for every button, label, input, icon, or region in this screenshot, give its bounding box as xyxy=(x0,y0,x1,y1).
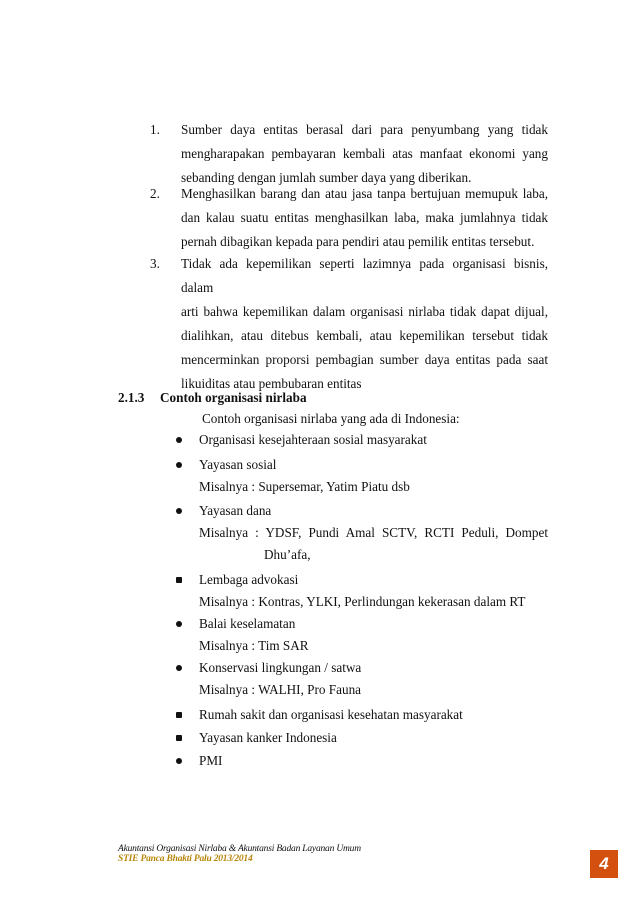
list-line: Menghasilkan barang dan atau jasa tanpa bertujuan memupuk laba, xyxy=(181,186,548,201)
bullet-example: Misalnya : Tim SAR xyxy=(199,638,309,653)
bullet-label: Balai keselamatan xyxy=(199,616,296,631)
section-title: Contoh organisasi nirlaba xyxy=(160,390,307,405)
list-line: mencerminkan proporsi pembagian sumber daya entitas pada saat xyxy=(181,352,548,367)
list-number: 3. xyxy=(150,256,160,271)
list-line: pernah dibagikan kepada para pendiri atau pemilik entitas tersebut. xyxy=(181,234,535,249)
bullet-label: Organisasi kesejahteraan sosial masyarakat xyxy=(199,432,427,447)
bullet-example: Misalnya : Supersemar, Yatim Piatu dsb xyxy=(199,479,410,494)
bullet-label: PMI xyxy=(199,753,223,768)
list-item-1 xyxy=(150,118,548,190)
list-line: dan kalau suatu entitas menghasilkan laba, maka jumlahnya tidak xyxy=(181,210,548,225)
footer-institution: STIE Panca Bhakti Palu 2013/2014 xyxy=(118,854,253,864)
bullet-item xyxy=(176,728,548,748)
list-line: likuiditas atau pembubaran entitas xyxy=(181,376,362,391)
bullet-square-icon xyxy=(176,735,182,741)
footer-course-title: Akuntansi Organisasi Nirlaba & Akuntansi Badan Layanan Umum xyxy=(118,844,361,854)
list-line: dialihkan, atau ditebus kembali, atau kepemilikan tersebut tidak xyxy=(181,328,548,343)
list-line: arti bahwa kepemilikan dalam organisasi nirlaba tidak dapat dijual, xyxy=(181,304,548,319)
bullet-example: Misalnya : WALHI, Pro Fauna xyxy=(199,682,362,697)
bullet-item xyxy=(176,751,548,771)
list-number: 2. xyxy=(150,186,160,201)
bullet-label: Rumah sakit dan organisasi kesehatan masyarakat xyxy=(199,707,463,722)
bullet-item xyxy=(176,430,548,450)
section-intro: Contoh organisasi nirlaba yang ada di Indonesia: xyxy=(202,411,460,426)
list-line: mengharapakan pembayaran kembali atas manfaat ekonomi yang xyxy=(181,146,548,161)
bullet-example: Misalnya : Kontras, YLKI, Perlindungan kekerasan dalam RT xyxy=(199,594,526,609)
bullet-item xyxy=(176,614,548,634)
bullet-label: Yayasan sosial xyxy=(199,457,277,472)
page-number: 4 xyxy=(590,850,618,878)
section-heading xyxy=(118,390,307,406)
bullet-dot-icon xyxy=(176,462,182,468)
list-line: Tidak ada kepemilikan seperti lazimnya pada organisasi bisnis, dalam xyxy=(181,256,548,295)
bullet-square-icon xyxy=(176,577,182,583)
list-line: Sumber daya entitas berasal dari para penyumbang yang tidak xyxy=(181,122,548,137)
bullet-item xyxy=(176,705,548,725)
page-footer xyxy=(118,844,361,864)
bullet-square-icon xyxy=(176,712,182,718)
bullet-dot-icon xyxy=(176,758,182,764)
list-item-2 xyxy=(150,182,548,254)
bullet-dot-icon xyxy=(176,508,182,514)
bullet-example: Misalnya : YDSF, Pundi Amal SCTV, RCTI Peduli, Dompet xyxy=(199,525,548,540)
section-number: 2.1.3 xyxy=(118,390,145,405)
bullet-example-continued: Dhu’afa, xyxy=(264,547,311,562)
list-number: 1. xyxy=(150,122,160,137)
bullet-label: Yayasan dana xyxy=(199,503,272,518)
bullet-item xyxy=(176,501,548,521)
bullet-dot-icon xyxy=(176,621,182,627)
list-item-3 xyxy=(150,252,548,396)
bullet-dot-icon xyxy=(176,665,182,671)
list-line: sebanding dengan jumlah sumber daya yang diberikan. xyxy=(181,170,472,185)
bullet-label: Lembaga advokasi xyxy=(199,572,299,587)
bullet-label: Yayasan kanker Indonesia xyxy=(199,730,337,745)
bullet-item xyxy=(176,570,548,590)
bullet-label: Konservasi lingkungan / satwa xyxy=(199,660,362,675)
bullet-item xyxy=(176,455,548,475)
bullet-dot-icon xyxy=(176,437,182,443)
bullet-item xyxy=(176,658,548,678)
